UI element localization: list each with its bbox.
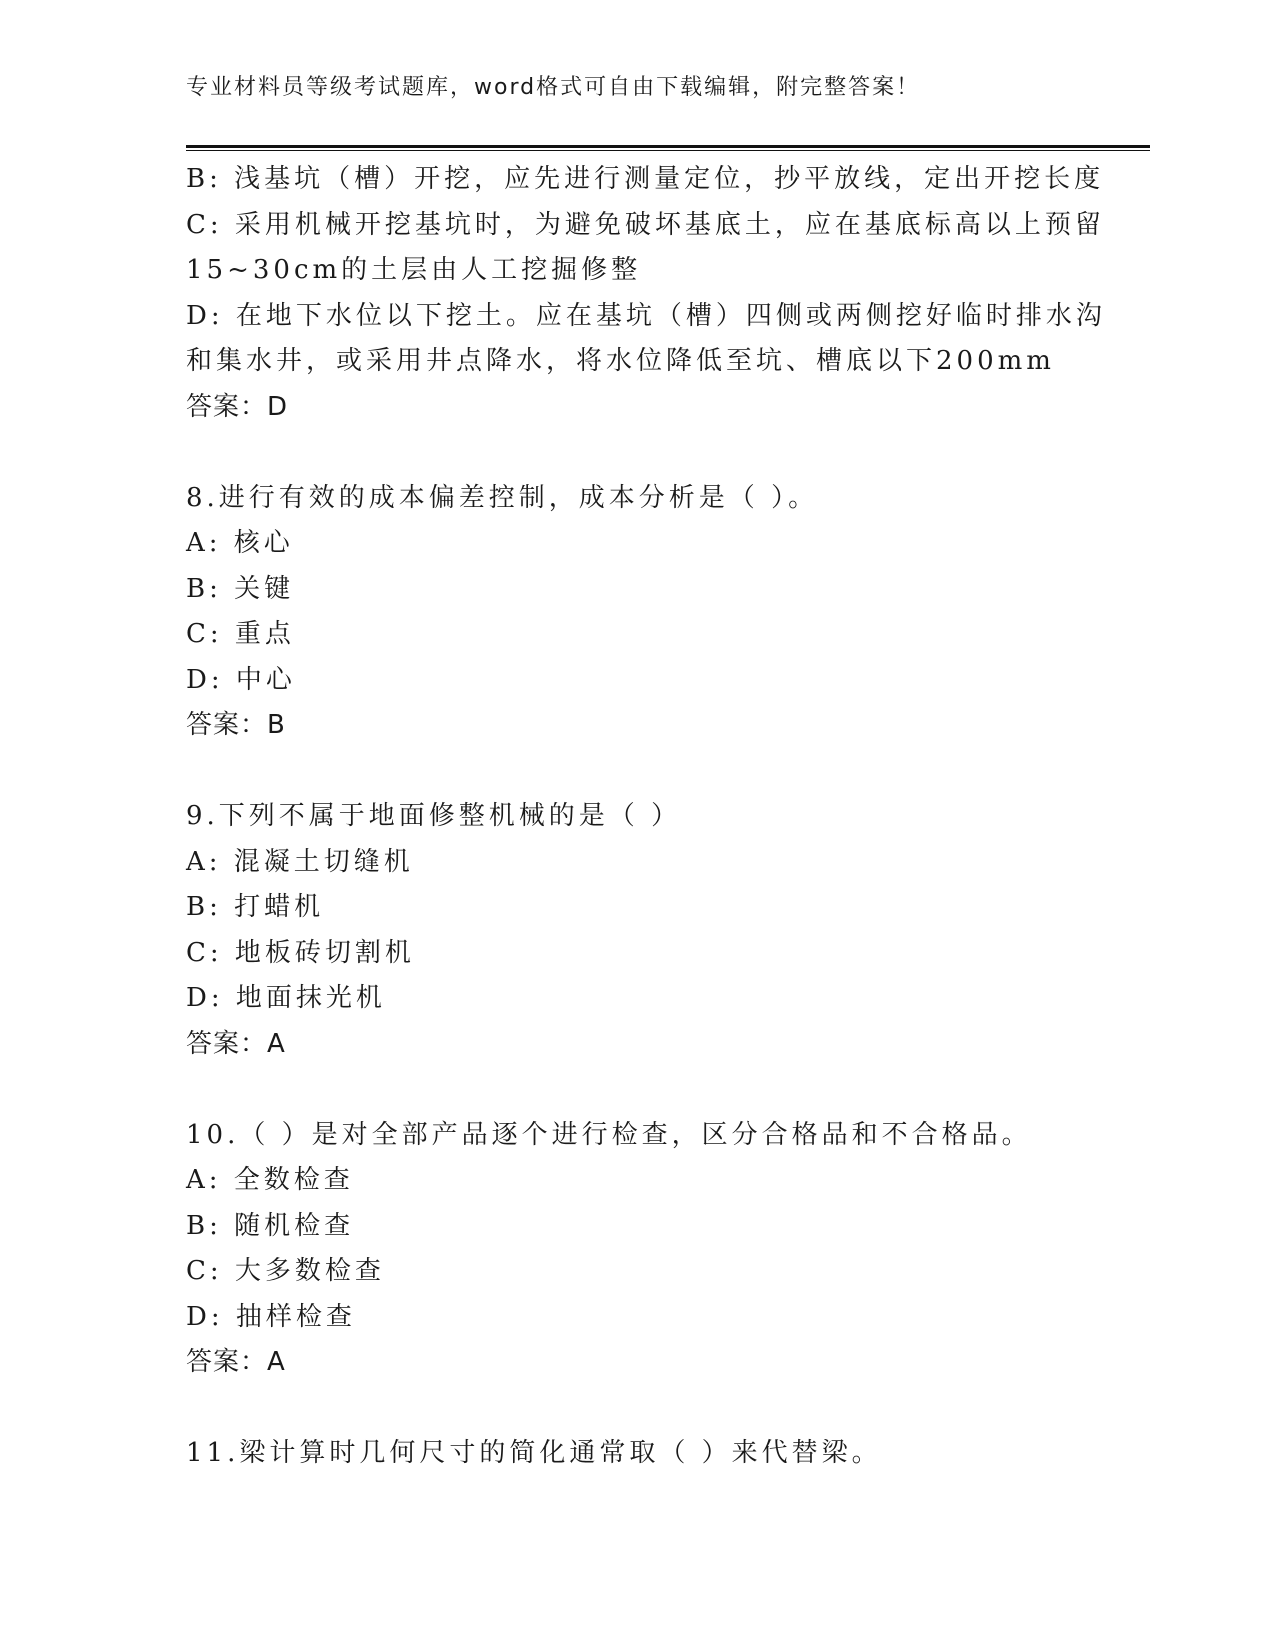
question-text: 11.梁计算时几何尺寸的简化通常取（ ）来代替梁。 [186,1438,882,1468]
answer-line: 答案：A [186,1028,286,1059]
option-c: C: 地板砖切割机 [186,937,415,968]
question-text: 10.（ ）是对全部产品逐个进行检查，区分合格品和不合格品。 [186,1119,1032,1150]
option-d: D: 中心 [186,664,296,695]
option-line: D: 在地下水位以下挖土。应在基坑（槽）四侧或两侧挖好临时排水沟 [186,300,1106,331]
header-rule-thick [186,145,1150,148]
option-b: B: 打蜡机 [186,892,325,922]
question-9 [186,794,1086,1067]
continued-question [186,157,1106,430]
question-text: 9.下列不属于地面修整机械的是（ ） [186,801,682,831]
page-header: 专业材料员等级考试题库，word格式可自由下载编辑，附完整答案！ [186,75,921,100]
option-line: 和集水井，或采用井点降水，将水位降低至坑、槽底以下200mm [186,346,1055,376]
spacer [186,430,1086,476]
option-b: B: 随机检查 [186,1210,355,1241]
option-a: A: 全数检查 [186,1165,354,1195]
question-11 [186,1431,1086,1477]
option-c: C: 重点 [186,619,295,649]
option-c: C: 大多数检查 [186,1256,385,1286]
document-body [186,157,1106,1477]
header-rule-thin [186,150,1150,151]
option-d: D: 抽样检查 [186,1301,356,1332]
answer-line: 答案：D [186,391,289,422]
option-d: D: 地面抹光机 [186,983,386,1013]
option-b: B: 关键 [186,573,295,604]
option-a: A: 混凝土切缝机 [186,846,414,877]
option-line: B: 浅基坑（槽）开挖，应先进行测量定位，抄平放线，定出开挖长度 [186,164,1105,194]
question-text: 8.进行有效的成本偏差控制，成本分析是（ ）。 [186,482,819,513]
answer-line: 答案：B [186,710,286,740]
spacer [186,749,1086,795]
option-line: C: 采用机械开挖基坑时，为避免破坏基底土，应在基底标高以上预留 [186,209,1105,240]
option-line: 15~30cm的土层由人工挖掘修整 [186,255,642,285]
question-8 [186,476,1086,749]
option-a: A: 核心 [186,528,294,558]
answer-line: 答案：A [186,1347,286,1377]
spacer [186,1067,1086,1113]
question-10 [186,1113,1086,1386]
spacer [186,1386,1086,1432]
